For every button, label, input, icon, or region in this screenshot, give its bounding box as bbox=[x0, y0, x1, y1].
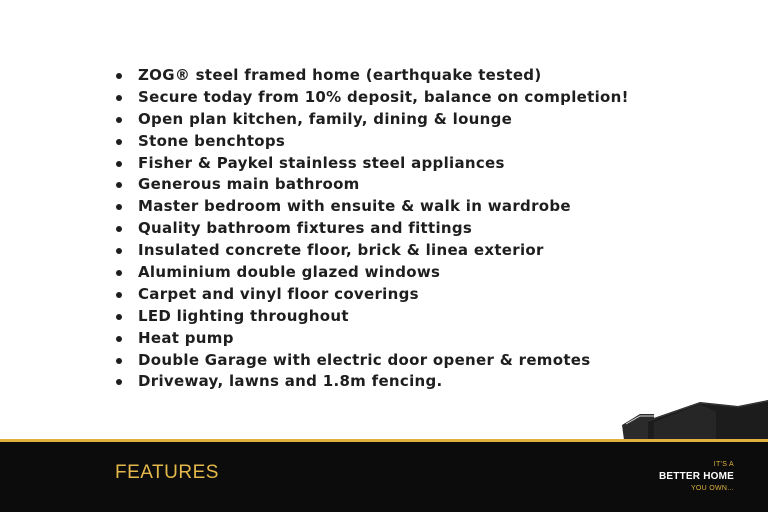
tagline-top: IT'S A bbox=[713, 461, 734, 468]
feature-item bbox=[114, 240, 629, 262]
feature-item bbox=[114, 350, 629, 372]
feature-text: Aluminium double glazed windows bbox=[138, 263, 441, 282]
feature-item bbox=[114, 218, 629, 240]
feature-text: Driveway, lawns and 1.8m fencing. bbox=[138, 372, 443, 391]
feature-item bbox=[114, 153, 629, 175]
feature-item bbox=[114, 109, 629, 131]
feature-item bbox=[114, 196, 629, 218]
tagline-bottom: YOU OWN... bbox=[690, 485, 734, 492]
feature-item bbox=[114, 65, 629, 87]
feature-text: Insulated concrete floor, brick & linea exterior bbox=[138, 241, 544, 260]
feature-text: ZOG® steel framed home (earthquake tested) bbox=[138, 66, 542, 84]
feature-item bbox=[114, 174, 629, 196]
feature-text: Quality bathroom fixtures and fittings bbox=[138, 219, 473, 238]
bullet-dot-icon bbox=[116, 379, 122, 385]
bullet-dot-icon bbox=[116, 292, 122, 298]
footer-bar bbox=[0, 442, 768, 512]
bullet-dot-icon bbox=[116, 73, 122, 79]
bullet-dot-icon bbox=[116, 226, 122, 232]
bullet-dot-icon bbox=[116, 204, 122, 210]
feature-item bbox=[114, 328, 629, 350]
feature-text: Fisher & Paykel stainless steel appliances bbox=[138, 153, 505, 172]
tagline-main: BETTER HOME bbox=[659, 471, 734, 482]
footer-title: FEATURES bbox=[115, 462, 219, 483]
feature-text: Stone benchtops bbox=[138, 131, 286, 150]
feature-item bbox=[114, 306, 629, 328]
feature-text: Carpet and vinyl floor coverings bbox=[138, 284, 419, 303]
feature-text: Double Garage with electric door opener & remotes bbox=[138, 350, 591, 369]
feature-item bbox=[114, 262, 629, 284]
bullet-dot-icon bbox=[116, 139, 122, 145]
feature-text: Master bedroom with ensuite & walk in wardrobe bbox=[138, 197, 571, 216]
bullet-dot-icon bbox=[116, 161, 122, 167]
bullet-dot-icon bbox=[116, 95, 122, 101]
brand-tagline bbox=[659, 459, 734, 494]
feature-text: Generous main bathroom bbox=[138, 175, 360, 194]
bullet-dot-icon bbox=[116, 314, 122, 320]
feature-item bbox=[114, 284, 629, 306]
feature-text: Open plan kitchen, family, dining & lounge bbox=[138, 109, 513, 128]
feature-text: Heat pump bbox=[138, 328, 234, 347]
bullet-dot-icon bbox=[116, 358, 122, 364]
bullet-dot-icon bbox=[116, 117, 122, 123]
feature-item bbox=[114, 87, 629, 109]
feature-text: LED lighting throughout bbox=[138, 306, 349, 325]
feature-item bbox=[114, 371, 629, 393]
feature-text: Secure today from 10% deposit, balance on completion! bbox=[138, 87, 629, 106]
features-list bbox=[114, 65, 629, 393]
bullet-dot-icon bbox=[116, 248, 122, 254]
house-silhouette-icon bbox=[620, 398, 768, 440]
bullet-dot-icon bbox=[116, 336, 122, 342]
bullet-dot-icon bbox=[116, 182, 122, 188]
feature-item bbox=[114, 131, 629, 153]
bullet-dot-icon bbox=[116, 270, 122, 276]
